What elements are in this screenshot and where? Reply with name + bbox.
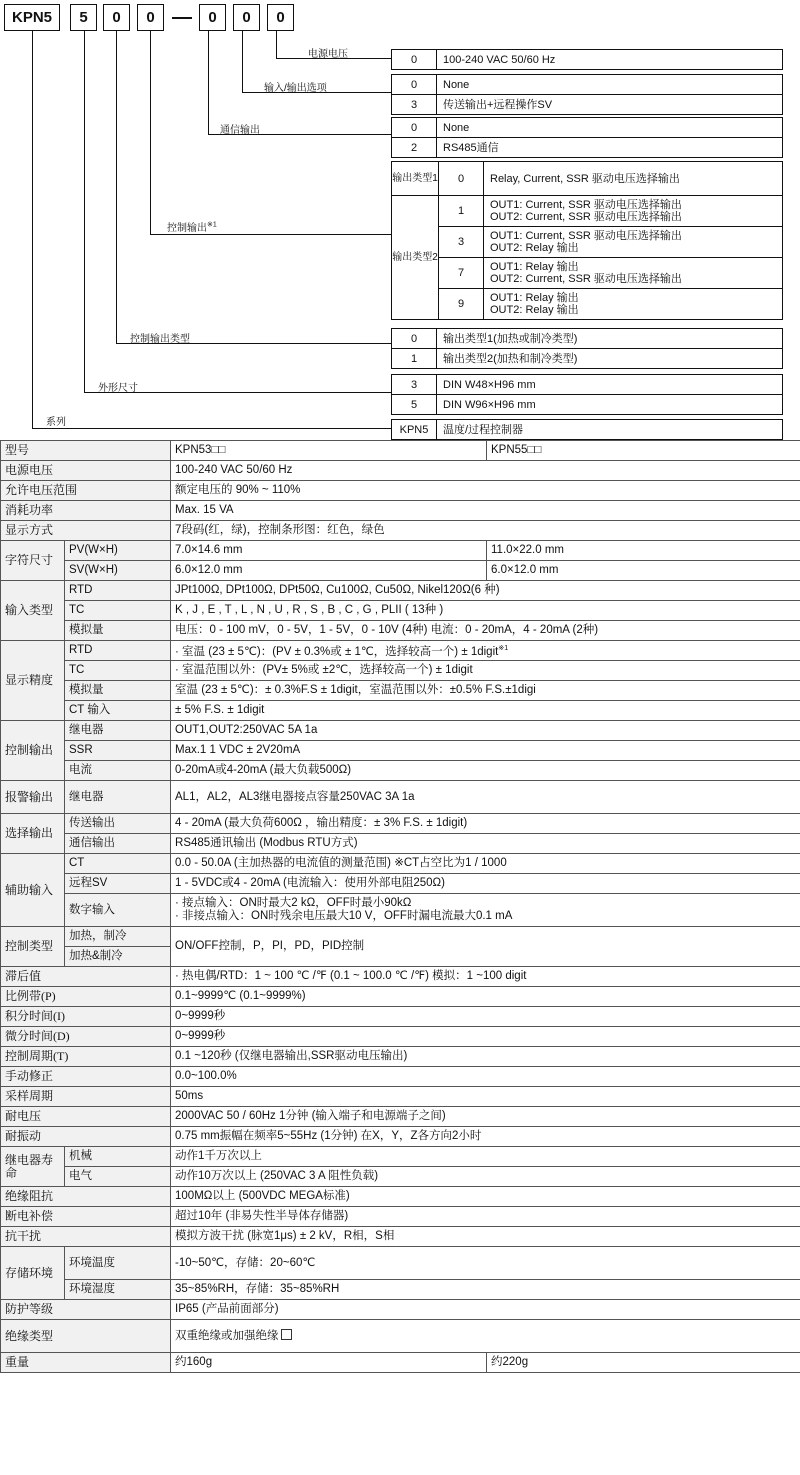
table-row bbox=[1, 481, 800, 501]
table-row bbox=[392, 95, 783, 115]
desc-cell bbox=[484, 258, 783, 289]
table-row bbox=[1, 781, 800, 814]
desc-line: OUT1: Current, SSR 驱动电压选择输出 bbox=[490, 230, 682, 242]
cell: ON/OFF控制，P，PI，PD，PID控制 bbox=[171, 927, 800, 967]
cell: 额定电压的 90% ~ 110% bbox=[171, 481, 800, 501]
row-header: 控制输出 bbox=[1, 721, 65, 781]
row-header: 继电器寿命 bbox=[1, 1147, 65, 1187]
double-insulation-icon bbox=[281, 1329, 292, 1340]
table-row bbox=[1, 1107, 800, 1127]
cell: 1 - 5VDC或4 - 20mA (电流输入：使用外部电阻250Ω) bbox=[171, 874, 800, 894]
code-cell: 0 bbox=[392, 329, 437, 349]
desc-cell: RS485通信 bbox=[437, 138, 783, 158]
table-row bbox=[392, 75, 783, 95]
connector-shape-v bbox=[84, 31, 85, 393]
row-header: 辅助输入 bbox=[1, 854, 65, 927]
row-header: 控制周期(T) bbox=[1, 1047, 171, 1067]
desc-cell: 温度/过程控制器 bbox=[437, 420, 783, 440]
table-row bbox=[1, 621, 800, 641]
cell: 100MΩ以上 (500VDC MEGA标准) bbox=[171, 1187, 800, 1207]
cell: 超过10年 (非易失性半导体存储器) bbox=[171, 1207, 800, 1227]
code-cell: 0 bbox=[439, 162, 484, 196]
table-row bbox=[1, 1167, 800, 1187]
desc-line: OUT2: Relay 输出 bbox=[490, 304, 579, 316]
table-row bbox=[1, 894, 800, 927]
row-header: 滞后值 bbox=[1, 967, 171, 987]
cell: 0.0~100.0% bbox=[171, 1067, 800, 1087]
code-digit-5-text: 0 bbox=[242, 9, 251, 26]
table-row bbox=[1, 501, 800, 521]
row-header: 抗干扰 bbox=[1, 1227, 171, 1247]
code-cell: 0 bbox=[392, 75, 437, 95]
code-cell: 1 bbox=[392, 349, 437, 369]
label-ctrl bbox=[167, 219, 217, 234]
connector-io-v bbox=[242, 31, 243, 93]
desc-cell bbox=[484, 196, 783, 227]
cell: 6.0×12.0 mm bbox=[487, 561, 800, 581]
table-row bbox=[392, 420, 783, 440]
cell-line: · 接点输入：ON时最大2 kΩ，OFF时最小90kΩ bbox=[175, 897, 412, 909]
table-row bbox=[1, 661, 800, 681]
cell-line: · 非接点输入：ON时残余电压最大10 V，OFF时漏电流最大0.1 mA bbox=[175, 910, 513, 922]
table-shape bbox=[391, 374, 783, 415]
cell: 约160g bbox=[171, 1353, 487, 1373]
code-cell: 2 bbox=[392, 138, 437, 158]
code-cell: 1 bbox=[439, 196, 484, 227]
code-prefix: KPN5 bbox=[11, 9, 52, 26]
table-row bbox=[1, 1353, 800, 1373]
cell: 0~9999秒 bbox=[171, 1027, 800, 1047]
code-digit-3-text: 0 bbox=[146, 9, 155, 26]
cell: 35~85%RH，存储：35~85%RH bbox=[171, 1280, 800, 1300]
cell-text: 双重绝缘或加强绝缘 bbox=[175, 1330, 279, 1342]
sub-header: SSR bbox=[65, 741, 171, 761]
desc-cell: DIN W48×H96 mm bbox=[437, 375, 783, 395]
cell: AL1，AL2，AL3继电器接点容量250VAC 3A 1a bbox=[171, 781, 800, 814]
cell: JPt100Ω, DPt100Ω, DPt50Ω, Cu100Ω, Cu50Ω, Nikel120Ω(6 种) bbox=[171, 581, 800, 601]
connector-series-h bbox=[32, 428, 391, 429]
sub-header: 环境湿度 bbox=[65, 1280, 171, 1300]
sub-header: 模拟量 bbox=[65, 681, 171, 701]
table-row bbox=[1, 761, 800, 781]
table-row bbox=[392, 118, 783, 138]
table-row bbox=[1, 1007, 800, 1027]
table-row bbox=[1, 967, 800, 987]
connector-comm-v bbox=[208, 31, 209, 135]
table-row bbox=[392, 349, 783, 369]
sub-header: 环境温度 bbox=[65, 1247, 171, 1280]
sub-header: 电气 bbox=[65, 1167, 171, 1187]
connector-ctype-v bbox=[116, 31, 117, 344]
row-header: 显示方式 bbox=[1, 521, 171, 541]
desc-cell bbox=[484, 289, 783, 320]
code-cell: 7 bbox=[439, 258, 484, 289]
sub-header: PV(W×H) bbox=[65, 541, 171, 561]
table-row bbox=[1, 441, 800, 461]
cell: 2000VAC 50 / 60Hz 1分钟 (输入端子和电源端子之间) bbox=[171, 1107, 800, 1127]
table-comm bbox=[391, 117, 783, 158]
cell: 7段码(红，绿)，控制条形图：红色，绿色 bbox=[171, 521, 800, 541]
connector-power-v bbox=[276, 31, 277, 59]
table-row bbox=[1, 541, 800, 561]
row-header: 消耗功率 bbox=[1, 501, 171, 521]
table-row bbox=[392, 289, 783, 320]
row-header: 存储环境 bbox=[1, 1247, 65, 1300]
code-cell: KPN5 bbox=[392, 420, 437, 440]
cell: Max.1 1 VDC ± 2V20mA bbox=[171, 741, 800, 761]
table-row bbox=[392, 50, 783, 70]
table-row bbox=[1, 741, 800, 761]
cell: 动作10万次以上 (250VAC 3 A 阻性负载) bbox=[171, 1167, 800, 1187]
cell: 6.0×12.0 mm bbox=[171, 561, 487, 581]
table-series bbox=[391, 419, 783, 440]
desc-line: OUT2: Current, SSR 驱动电压选择输出 bbox=[490, 211, 682, 223]
sub-header: CT bbox=[65, 854, 171, 874]
table-row bbox=[1, 1247, 800, 1280]
table-row bbox=[1, 1127, 800, 1147]
table-row bbox=[1, 1207, 800, 1227]
code-cell: 3 bbox=[392, 375, 437, 395]
code-digit-1 bbox=[70, 4, 97, 31]
table-row bbox=[1, 1047, 800, 1067]
cell: 11.0×22.0 mm bbox=[487, 541, 800, 561]
sub-header: RTD bbox=[65, 581, 171, 601]
cell: · 室温范围以外：(PV± 5%或 ±2℃，选择较高一个) ± 1digit bbox=[171, 661, 800, 681]
row-header: 输入类型 bbox=[1, 581, 65, 641]
table-row bbox=[392, 196, 783, 227]
code-digit-1-text: 5 bbox=[79, 9, 88, 26]
cell bbox=[171, 641, 800, 661]
table-row bbox=[1, 681, 800, 701]
cell: · 热电偶/RTD：1 ~ 100 ℃ /℉ (0.1 ~ 100.0 ℃ /℉) 模拟：1 ~100 digit bbox=[171, 967, 800, 987]
code-digit-6-text: 0 bbox=[276, 9, 285, 26]
sub-header: TC bbox=[65, 601, 171, 621]
code-cell: 0 bbox=[392, 118, 437, 138]
table-row bbox=[1, 834, 800, 854]
table-row bbox=[392, 138, 783, 158]
row-header: 电源电压 bbox=[1, 461, 171, 481]
label-ctrl-mark: ※1 bbox=[207, 221, 217, 229]
sub-header: 继电器 bbox=[65, 781, 171, 814]
code-cell: 0 bbox=[392, 50, 437, 70]
cell: RS485通讯输出 (Modbus RTU方式) bbox=[171, 834, 800, 854]
table-row bbox=[1, 1067, 800, 1087]
desc-line: OUT2: Current, SSR 驱动电压选择输出 bbox=[490, 273, 682, 285]
row-header: 绝缘阻抗 bbox=[1, 1187, 171, 1207]
table-row bbox=[1, 874, 800, 894]
table-row bbox=[1, 854, 800, 874]
row-header: 字符尺寸 bbox=[1, 541, 65, 581]
cell: K , J , E , T , L , N , U , R , S , B , C , G , PLII ( 13种 ) bbox=[171, 601, 800, 621]
code-digit-3 bbox=[137, 4, 164, 31]
connector-ctrl-h bbox=[150, 234, 391, 235]
row-header: 耐电压 bbox=[1, 1107, 171, 1127]
table-row bbox=[1, 1027, 800, 1047]
cell: 模拟方波干扰 (脉宽1μs) ± 2 kV，R相，S相 bbox=[171, 1227, 800, 1247]
sub-header: RTD bbox=[65, 641, 171, 661]
cell: KPN53□□ bbox=[171, 441, 487, 461]
table-row bbox=[1, 814, 800, 834]
cell: ± 5% F.S. ± 1digit bbox=[171, 701, 800, 721]
code-digit-4-text: 0 bbox=[208, 9, 217, 26]
table-row bbox=[1, 1320, 800, 1353]
code-digit-2-text: 0 bbox=[112, 9, 121, 26]
sub-header: 数字输入 bbox=[65, 894, 171, 927]
label-power: 电源电压 bbox=[308, 49, 348, 60]
desc-cell: 输出类型1(加热或制冷类型) bbox=[437, 329, 783, 349]
row-header: 绝缘类型 bbox=[1, 1320, 171, 1353]
table-ctrl bbox=[391, 161, 783, 320]
table-row bbox=[1, 641, 800, 661]
table-row bbox=[1, 721, 800, 741]
row-header: 显示精度 bbox=[1, 641, 65, 721]
desc-line: OUT1: Relay 输出 bbox=[490, 261, 579, 273]
desc-line: OUT2: Relay 输出 bbox=[490, 242, 579, 254]
sub-header: TC bbox=[65, 661, 171, 681]
cell: OUT1,OUT2:250VAC 5A 1a bbox=[171, 721, 800, 741]
row-header: 比例带(P) bbox=[1, 987, 171, 1007]
table-row bbox=[1, 581, 800, 601]
desc-cell: 100-240 VAC 50/60 Hz bbox=[437, 50, 783, 70]
desc-cell bbox=[484, 227, 783, 258]
table-row bbox=[392, 258, 783, 289]
table-row bbox=[1, 1087, 800, 1107]
code-cell: 3 bbox=[439, 227, 484, 258]
label-io: 输入/输出选项 bbox=[264, 83, 327, 94]
desc-cell: DIN W96×H96 mm bbox=[437, 395, 783, 415]
row-header: 断电补偿 bbox=[1, 1207, 171, 1227]
sub-header: 加热，制冷 bbox=[65, 927, 171, 947]
table-power bbox=[391, 49, 783, 70]
row-header: 选择输出 bbox=[1, 814, 65, 854]
code-digit-4 bbox=[199, 4, 226, 31]
desc-cell: None bbox=[437, 75, 783, 95]
table-row bbox=[1, 601, 800, 621]
cell: 100-240 VAC 50/60 Hz bbox=[171, 461, 800, 481]
sub-header: 远程SV bbox=[65, 874, 171, 894]
table-row bbox=[392, 375, 783, 395]
table-row bbox=[1, 1227, 800, 1247]
row-header: 采样周期 bbox=[1, 1087, 171, 1107]
table-row bbox=[1, 521, 800, 541]
connector-series-v bbox=[32, 31, 33, 429]
label-ctrl-text: 控制输出 bbox=[167, 223, 207, 234]
row-header: 控制类型 bbox=[1, 927, 65, 967]
row-header: 防护等级 bbox=[1, 1300, 171, 1320]
table-row bbox=[1, 1280, 800, 1300]
cell: -10~50℃，存储：20~60℃ bbox=[171, 1247, 800, 1280]
code-digit-5 bbox=[233, 4, 260, 31]
cell: 0.1 ~120秒 (仅继电器输出,SSR驱动电压输出) bbox=[171, 1047, 800, 1067]
sub-header: CT 输入 bbox=[65, 701, 171, 721]
cell: 0~9999秒 bbox=[171, 1007, 800, 1027]
footnote-mark: ※1 bbox=[498, 645, 509, 653]
label-series: 系列 bbox=[46, 417, 66, 428]
code-dash bbox=[172, 17, 192, 19]
row-header: 型号 bbox=[1, 441, 171, 461]
cell: 0-20mA或4-20mA (最大负载500Ω) bbox=[171, 761, 800, 781]
label-shape: 外形尺寸 bbox=[98, 383, 138, 394]
desc-cell: 传送输出+远程操作SV bbox=[437, 95, 783, 115]
table-row bbox=[1, 1147, 800, 1167]
table-row bbox=[392, 227, 783, 258]
table-row bbox=[392, 329, 783, 349]
table-row bbox=[1, 701, 800, 721]
table-ctype bbox=[391, 328, 783, 369]
connector-ctrl-v bbox=[150, 31, 151, 235]
code-prefix-box bbox=[4, 4, 60, 31]
label-comm: 通信输出 bbox=[220, 125, 260, 136]
sub-header: 加热&制冷 bbox=[65, 947, 171, 967]
cell: 0.1~9999℃ (0.1~9999%) bbox=[171, 987, 800, 1007]
table-row bbox=[1, 1187, 800, 1207]
row-header: 重量 bbox=[1, 1353, 171, 1373]
code-cell: 5 bbox=[392, 395, 437, 415]
table-row bbox=[1, 987, 800, 1007]
table-row bbox=[1, 461, 800, 481]
sub-header: 电流 bbox=[65, 761, 171, 781]
row-header: 允许电压范围 bbox=[1, 481, 171, 501]
code-digit-2 bbox=[103, 4, 130, 31]
ctrl-group-1: 输出类型1 bbox=[392, 162, 439, 196]
cell: 7.0×14.6 mm bbox=[171, 541, 487, 561]
cell: 室温 (23 ± 5℃)：± 0.3%F.S ± 1digit，室温范围以外：±0.5% F.S.±1digi bbox=[171, 681, 800, 701]
cell: 0.0 - 50.0A (主加热器的电流值的测量范围) ※CT占空比为1 / 1000 bbox=[171, 854, 800, 874]
cell bbox=[171, 894, 800, 927]
cell: 4 - 20mA (最大负荷600Ω ，输出精度：± 3% F.S. ± 1digit) bbox=[171, 814, 800, 834]
sub-header: 传送输出 bbox=[65, 814, 171, 834]
spec-table bbox=[0, 440, 800, 1373]
sub-header: 机械 bbox=[65, 1147, 171, 1167]
row-header: 微分时间(D) bbox=[1, 1027, 171, 1047]
cell: 动作1千万次以上 bbox=[171, 1147, 800, 1167]
table-row bbox=[1, 1300, 800, 1320]
row-header: 手动修正 bbox=[1, 1067, 171, 1087]
cell: IP65 (产品前面部分) bbox=[171, 1300, 800, 1320]
cell-text: · 室温 (23 ± 5℃)：(PV ± 0.3%或 ± 1℃，选择较高一个) ± 1digit bbox=[175, 645, 499, 658]
desc-line: OUT1: Relay 输出 bbox=[490, 292, 579, 304]
cell: Max. 15 VA bbox=[171, 501, 800, 521]
table-row bbox=[1, 927, 800, 947]
code-digit-6 bbox=[267, 4, 294, 31]
code-cell: 3 bbox=[392, 95, 437, 115]
cell: 0.75 mm振幅在频率5~55Hz (1分钟) 在X，Y，Z各方向2小时 bbox=[171, 1127, 800, 1147]
table-io bbox=[391, 74, 783, 115]
row-header: 耐振动 bbox=[1, 1127, 171, 1147]
table-row bbox=[392, 395, 783, 415]
sub-header: 通信输出 bbox=[65, 834, 171, 854]
row-header: 积分时间(I) bbox=[1, 1007, 171, 1027]
cell: 电压：0 - 100 mV，0 - 5V，1 - 5V，0 - 10V (4种) 电流：0 - 20mA，4 - 20mA (2种) bbox=[171, 621, 800, 641]
sub-header: 模拟量 bbox=[65, 621, 171, 641]
ctrl-group-2: 输出类型2 bbox=[392, 196, 439, 320]
sub-header: 继电器 bbox=[65, 721, 171, 741]
table-row bbox=[1, 561, 800, 581]
desc-cell: Relay, Current, SSR 驱动电压选择输出 bbox=[484, 162, 783, 196]
desc-cell: None bbox=[437, 118, 783, 138]
table-row bbox=[392, 162, 783, 196]
cell: 50ms bbox=[171, 1087, 800, 1107]
desc-cell: 输出类型2(加热和制冷类型) bbox=[437, 349, 783, 369]
code-cell: 9 bbox=[439, 289, 484, 320]
row-header: 报警输出 bbox=[1, 781, 65, 814]
cell: KPN55□□ bbox=[487, 441, 800, 461]
cell: 约220g bbox=[487, 1353, 800, 1373]
cell bbox=[171, 1320, 800, 1353]
desc-line: OUT1: Current, SSR 驱动电压选择输出 bbox=[490, 199, 682, 211]
label-ctype: 控制输出类型 bbox=[130, 334, 190, 345]
sub-header: SV(W×H) bbox=[65, 561, 171, 581]
